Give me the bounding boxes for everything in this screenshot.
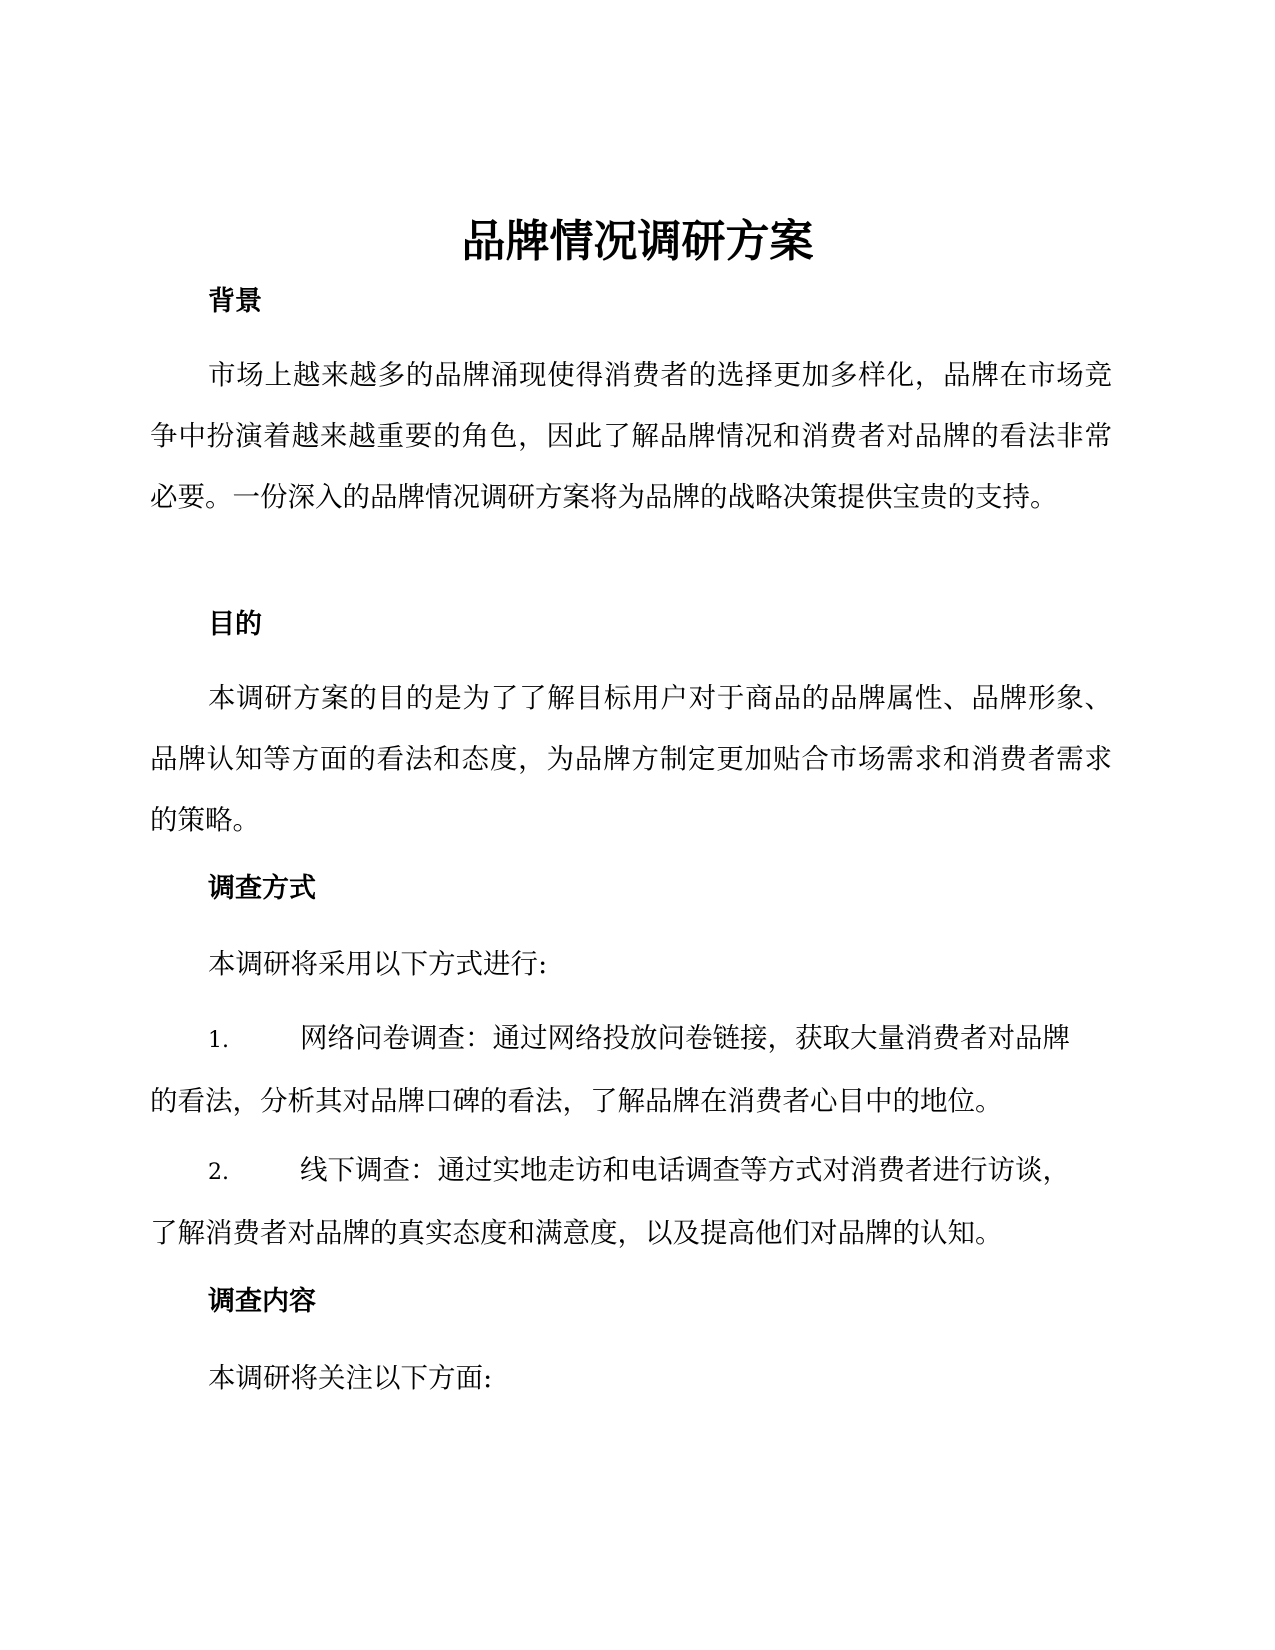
list-item-number: 2. <box>208 1160 229 1185</box>
list-item-continuation: 了解消费者对品牌的真实态度和满意度，以及提高他们对品牌的认知。 <box>150 1217 1003 1249</box>
paragraph-purpose: 本调研方案的目的是为了了解目标用户对于商品的品牌属性、品牌形象、品牌认知等方面的看法和态度，为品牌方制定更加贴合市场需求和消费者需求的策略。 <box>150 682 1112 836</box>
section-heading-method: 调查方式 <box>208 873 316 904</box>
list-item-text: 线下调查：通过实地走访和电话调查等方式对消费者进行访谈， <box>300 1154 1070 1186</box>
content-intro: 本调研将关注以下方面: <box>208 1362 493 1394</box>
list-item <box>150 1140 1112 1264</box>
document-title: 品牌情况调研方案 <box>461 216 814 267</box>
section-heading-purpose: 目的 <box>208 609 262 640</box>
list-item-continuation: 的看法，分析其对品牌口碑的看法，了解品牌在消费者心目中的地位。 <box>150 1085 1003 1117</box>
list-item-first-line <box>150 1008 1112 1071</box>
list-item-text: 网络问卷调查：通过网络投放问卷链接，获取大量消费者对品牌 <box>300 1022 1070 1054</box>
list-item-first-line <box>150 1140 1112 1203</box>
section-heading-content: 调查内容 <box>208 1286 316 1317</box>
list-item-number: 1. <box>208 1028 229 1053</box>
method-intro: 本调研将采用以下方式进行: <box>208 948 548 980</box>
paragraph-background: 市场上越来越多的品牌涌现使得消费者的选择更加多样化，品牌在市场竞争中扮演着越来越重要的角色，因此了解品牌情况和消费者对品牌的看法非常必要。一份深入的品牌情况调研方案将为品牌的战略决策提供宝贵的支持。 <box>150 359 1112 513</box>
section-heading-background: 背景 <box>208 286 262 317</box>
list-item <box>150 1008 1112 1132</box>
